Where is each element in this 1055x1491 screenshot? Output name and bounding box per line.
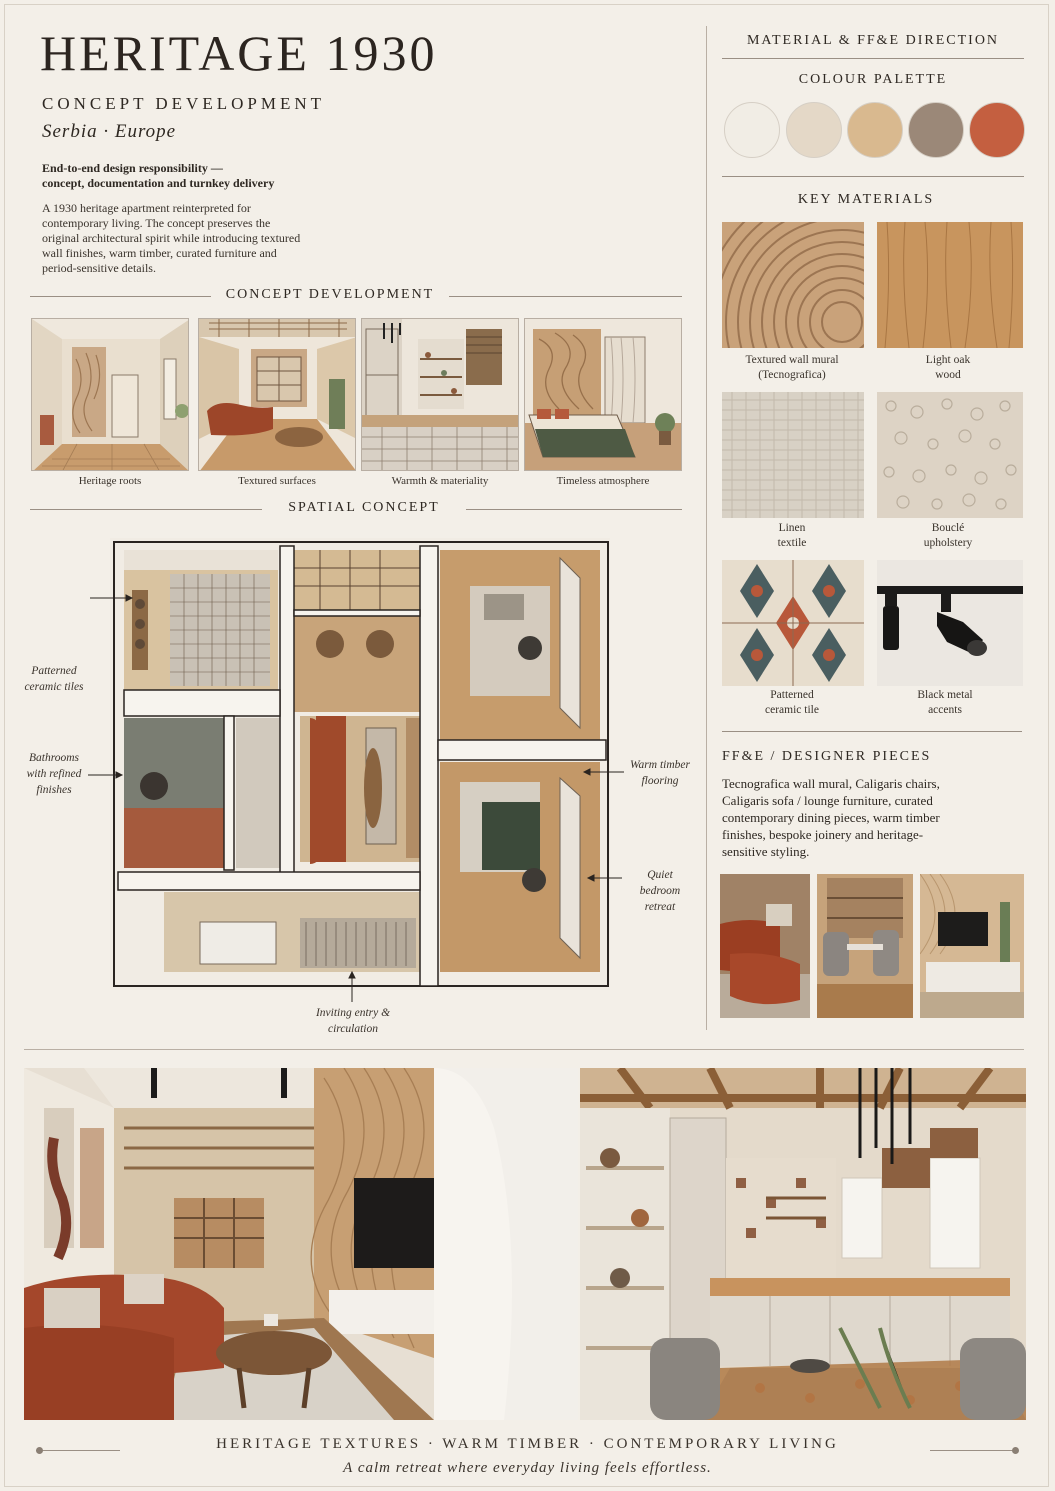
palette-swatch	[969, 102, 1025, 158]
floor-plan	[110, 538, 610, 990]
render-kitchen	[580, 1068, 1026, 1420]
annotation-flooring: Warm timber flooring	[630, 759, 690, 787]
material-black-metal	[877, 560, 1019, 686]
description-line: wall finishes, warm timber, curated furniture and	[42, 246, 277, 260]
concept-heading: CONCEPT DEVELOPMENT	[211, 287, 449, 303]
palette-heading: COLOUR PALETTE	[798, 72, 948, 87]
annotation-tiles: Patterned ceramic tiles	[24, 665, 84, 693]
material-caption: Linen textile	[777, 522, 807, 549]
material-textured-wall-mural	[722, 222, 864, 348]
annotation-bathrooms: Bathrooms with refined finishes	[26, 752, 82, 796]
footer-tagline: HERITAGE TEXTURES · WARM TIMBER · CONTEMPORARY LIVING	[216, 1436, 839, 1452]
material-caption: Light oak wood	[925, 354, 971, 381]
material-patterned-tile	[722, 560, 864, 686]
sketch-caption: Textured surfaces	[238, 475, 316, 487]
palette-swatch	[847, 102, 903, 158]
ffe-heading: FF&E / DESIGNER PIECES	[722, 749, 932, 764]
sketch-caption: Timeless atmosphere	[556, 475, 650, 487]
divider	[722, 176, 1024, 177]
sketch-timeless-atmosphere	[524, 318, 682, 471]
responsibility-line: End-to-end design responsibility —	[42, 161, 223, 175]
description-line: original architectural spirit while introducing textured	[42, 231, 301, 245]
sketch-textured-surfaces	[198, 318, 356, 471]
sketch-caption: Warmth & materiality	[391, 475, 489, 487]
divider	[24, 1049, 1024, 1050]
material-caption: Bouclé upholstery	[923, 522, 973, 549]
description-line: period-sensitive details.	[42, 261, 156, 275]
annotation-bedroom: Quiet bedroom retreat	[639, 869, 681, 913]
column-divider	[706, 26, 707, 1030]
palette-swatch	[908, 102, 964, 158]
palette-swatch	[786, 102, 842, 158]
material-light-oak	[877, 222, 1019, 348]
description-line: A 1930 heritage apartment reinterpreted for	[42, 201, 251, 215]
key-materials-heading: KEY MATERIALS	[797, 192, 935, 207]
page-title: HERITAGE 1930	[40, 25, 438, 81]
divider	[722, 58, 1024, 59]
location: Serbia · Europe	[42, 121, 177, 142]
spatial-heading: SPATIAL CONCEPT	[262, 500, 466, 516]
material-caption: Textured wall mural (Tecnografica)	[745, 354, 839, 381]
sketch-heritage-roots	[31, 318, 189, 471]
annotation-entry: Inviting entry & circulation	[315, 1007, 391, 1035]
material-linen	[722, 392, 864, 518]
footer-subtagline: A calm retreat where everyday living feels effortless.	[343, 1460, 712, 1476]
divider	[722, 731, 1022, 732]
material-boucle	[877, 392, 1019, 518]
sketch-caption: Heritage roots	[78, 475, 142, 487]
render-living-room	[24, 1068, 578, 1420]
responsibility-text	[42, 161, 342, 191]
material-caption: Black metal accents	[917, 689, 973, 716]
ffe-photo-sofa	[720, 874, 810, 1018]
ffe-description: Tecnografica wall mural, Caligaris chairs, Caligaris sofa / lounge furniture, curated contemporary dining pieces, warm timber finishes, bespoke joinery and heritage- sensitive styling.	[722, 776, 940, 859]
description-line: contemporary living. The concept preserves the	[42, 216, 271, 230]
material-caption: Patterned ceramic tile	[765, 689, 819, 716]
ffe-photo-tv-unit	[920, 874, 1024, 1018]
page-subtitle: CONCEPT DEVELOPMENT	[42, 94, 325, 113]
responsibility-line: concept, documentation and turnkey delivery	[42, 176, 275, 190]
materials-heading: MATERIAL & FF&E DIRECTION	[746, 33, 1000, 48]
ffe-photo-dining	[817, 874, 913, 1018]
project-description	[42, 201, 342, 276]
palette-swatch	[724, 102, 780, 158]
sketch-warmth-materiality	[361, 318, 519, 471]
